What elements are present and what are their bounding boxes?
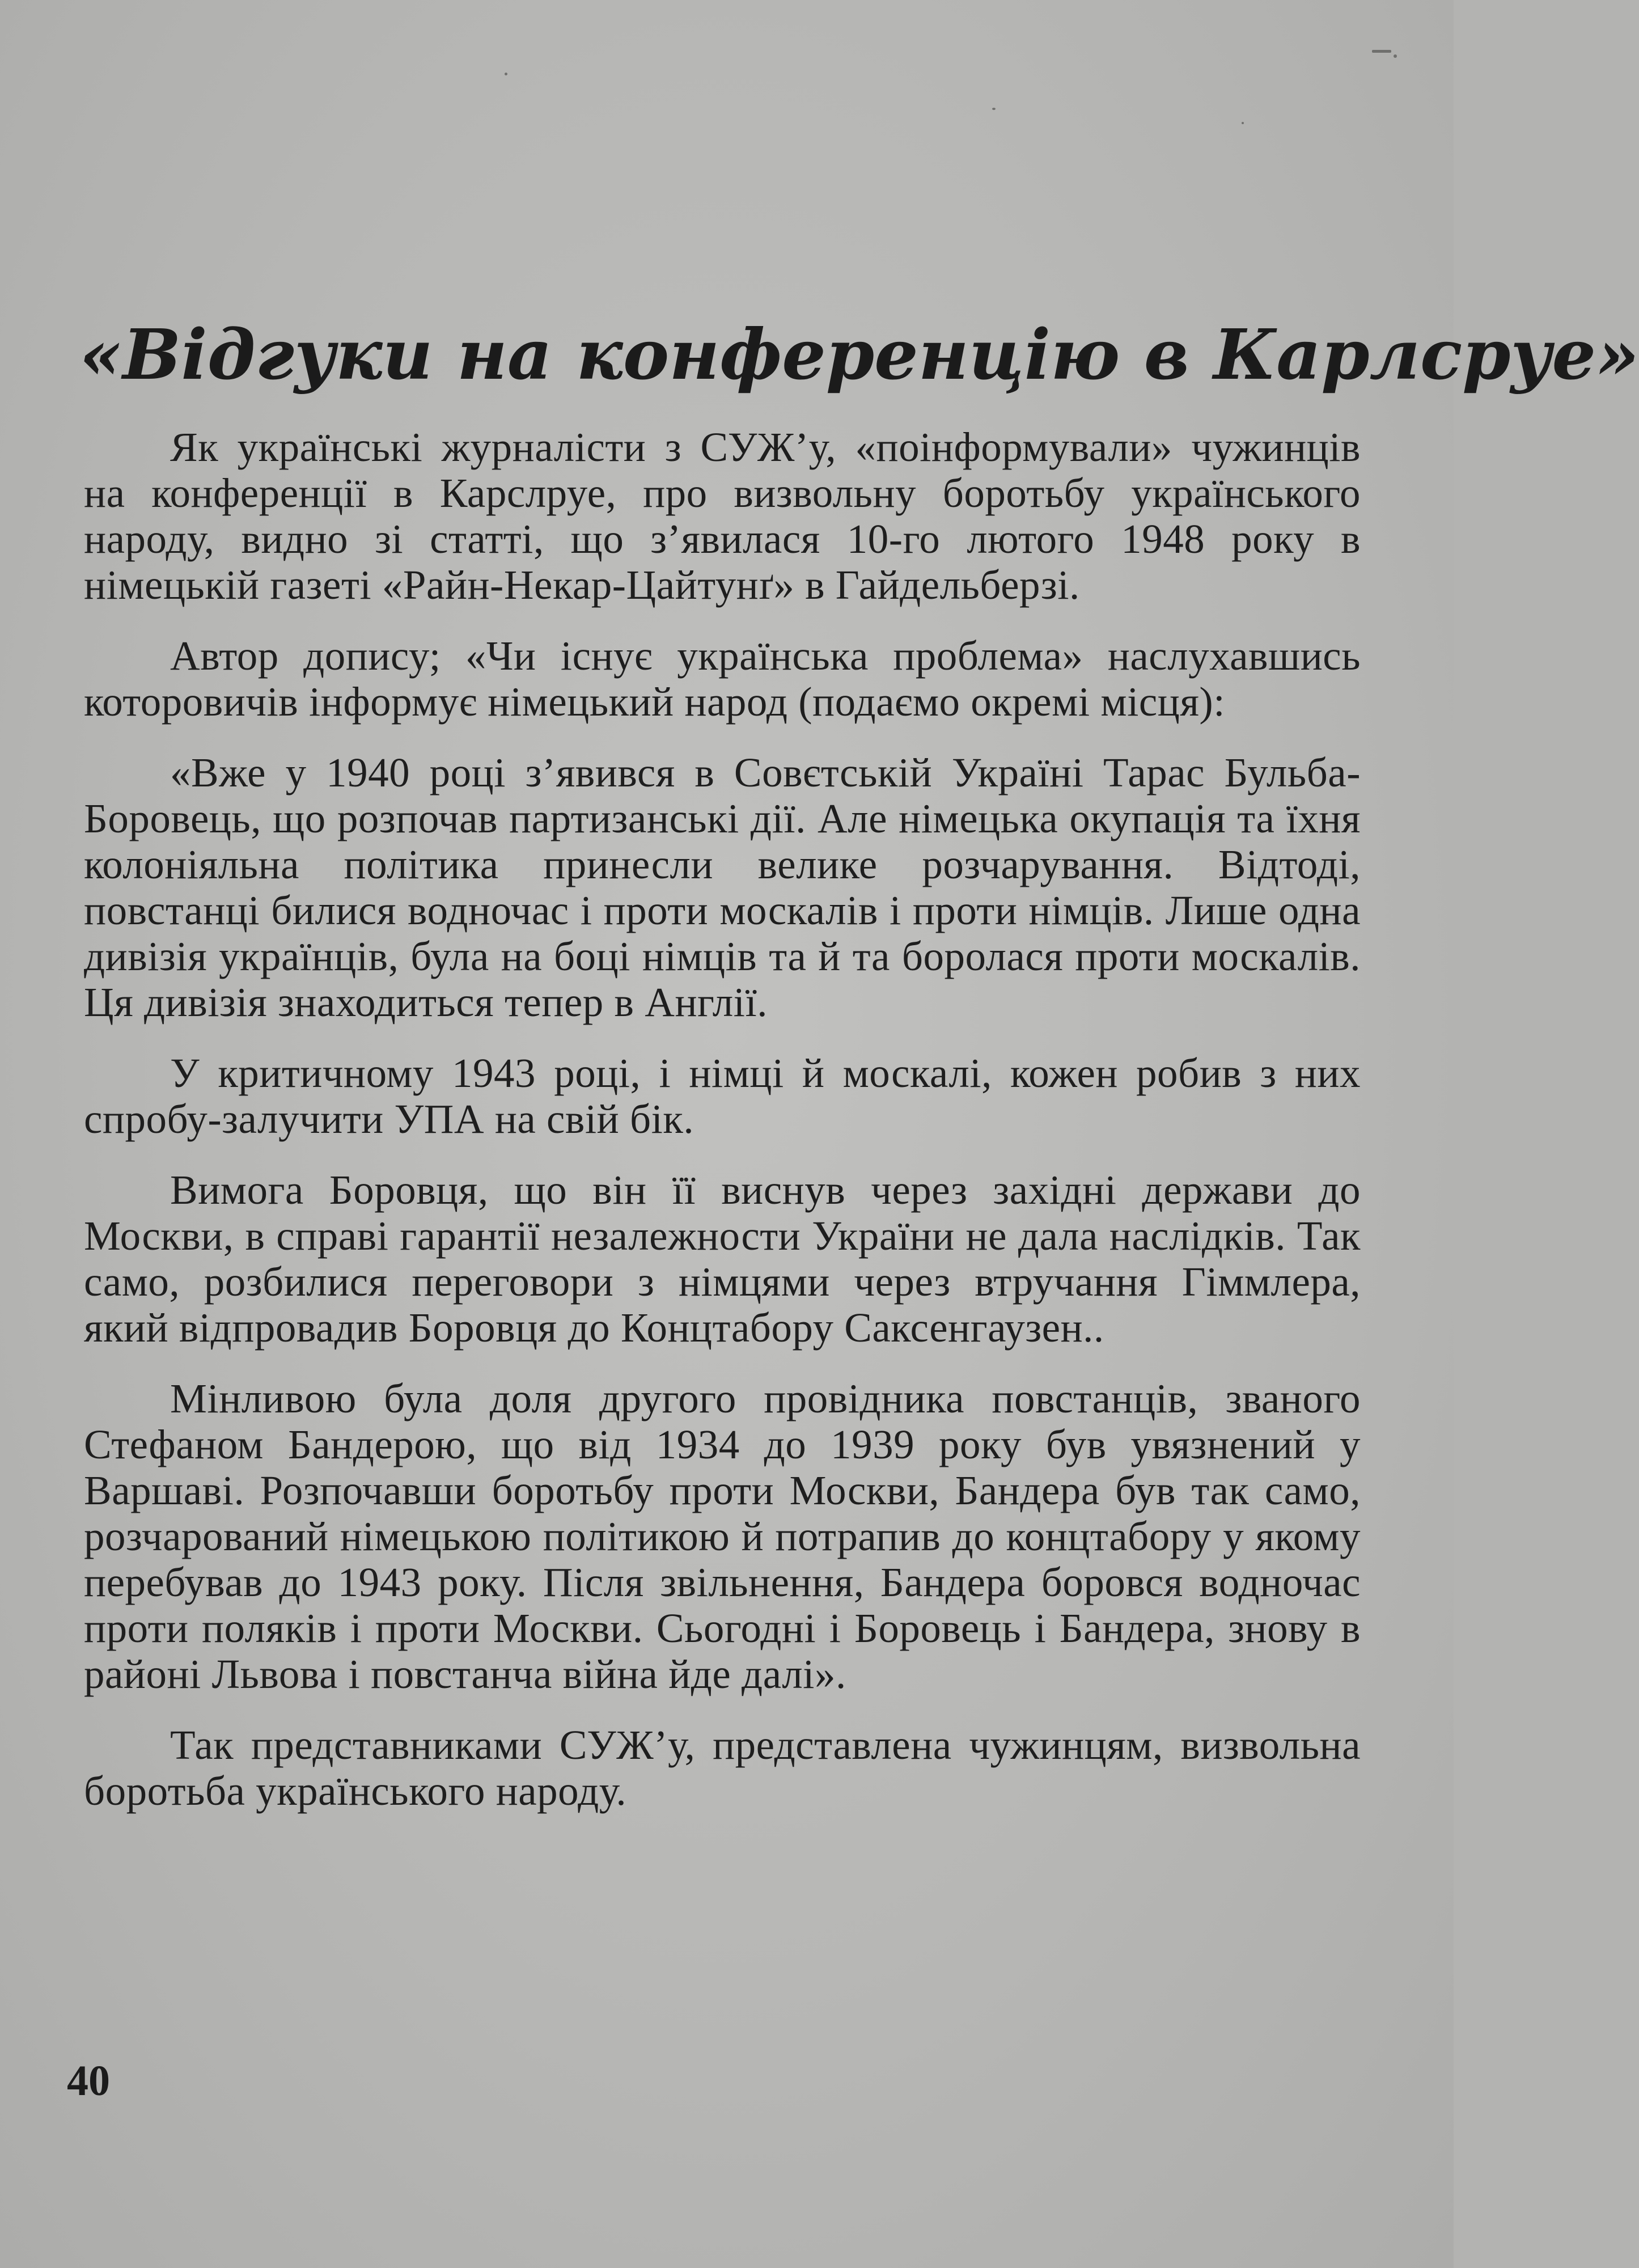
paragraph-1943: У критичному 1943 році, і німці й москалі, кожен робив з них спробу-залучити УПА на свій бік. <box>84 1050 1361 1142</box>
scan-speck <box>992 108 996 110</box>
paragraph-bandera: Мінливою була доля другого провідника повстанців, званого Стефаном Бандерою, що від 1934 до 1939 року був увязнений у Варшаві. Розпочавши боротьбу проти Москви, Бандера був так само, розчарований німецькою політикою й потрапив до концтабору у якому перебував до 1943 року. Після звільнення, Бандера боровся водночас проти поляків і проти Москви. Сьогодні і Боровець і Бандера, знову в районі Львова і повстанча війна йде далі». <box>84 1376 1361 1697</box>
paragraph-author: Автор допису; «Чи існує українська проблема» наслухавшись которовичів інформує німецький народ (подаємо окремі місця): <box>84 633 1361 725</box>
paragraph-borovets: Вимога Боровця, що він її виснув через західні держави до Москви, в справі гарантії незалежности України не дала наслідків. Так само, розбилися переговори з німцями через втручання Гіммлера, який відпровадив Боровця до Концтабору Саксенгаузен.. <box>84 1167 1361 1351</box>
scan-speck <box>505 73 507 75</box>
page-number: 40 <box>67 2057 110 2105</box>
paragraph-intro: Як українські журналісти з СУЖ’у, «поінформували» чужинців на конференції в Карслруе, про визвольну боротьбу українського народу, видно зі статті, що з’явилася 10-го лютого 1948 року в німецькій газеті «Райн-Некар-Цайтунґ» в Гайдельберзі. <box>84 424 1361 608</box>
article-body <box>84 424 1361 1839</box>
paragraph-conclusion: Так представниками СУЖ’у, представлена чужинцям, визвольна боротьба українського народу. <box>84 1722 1361 1814</box>
scan-speck <box>1242 122 1244 124</box>
article-title: «Відгуки на конференцію в Карлсруе» <box>79 314 1639 395</box>
scan-speck <box>1372 50 1391 53</box>
paragraph-quote-start: «Вже у 1940 році з’явився в Совєтській Україні Тарас Бульба-Боровець, що розпочав партизанські дії. Але німецька окупація та їхня колоніяльна політика принесли велике розчарування. Відтоді, повстанці билися водночас і проти москалів і проти німців. Лише одна дивізія українців, була на боці німців та й та боролася проти москалів. Ця дивізія знаходиться тепер в Англії. <box>84 750 1361 1025</box>
scan-speck <box>1394 54 1397 58</box>
